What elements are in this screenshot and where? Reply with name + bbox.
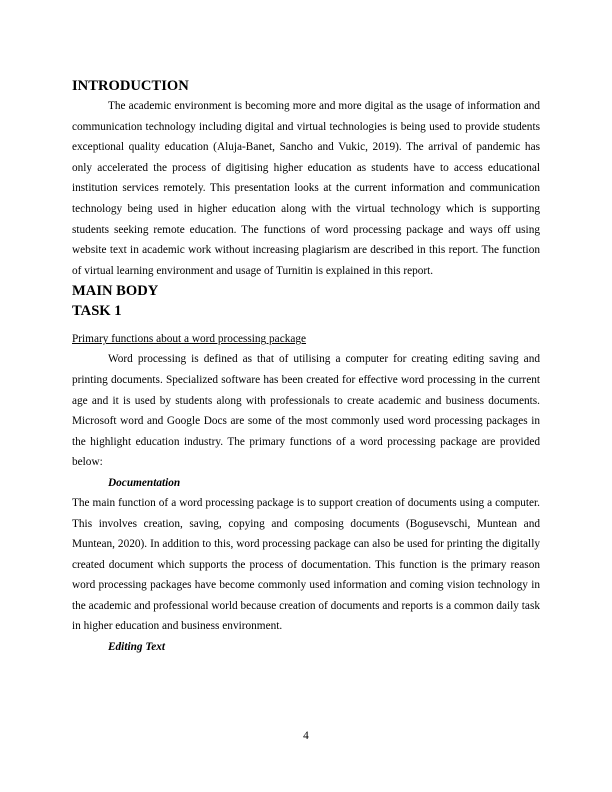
introduction-heading: INTRODUCTION xyxy=(72,78,189,94)
editing-text-heading: Editing Text xyxy=(108,641,166,654)
page-number: 4 xyxy=(303,730,309,742)
introduction-paragraph: The academic environment is becoming more and more digital as the usage of information and communication technology including digital and virtual technologies is being used to provide students exceptional quality education (Aluja-Banet, Sancho and Vukic, 2019). The arrival of pandemic has only accelerated the process of digitising higher education as students have to access educational institution services remotely. This presentation looks at the current information and communication technology being used in higher education along with the virtual technology which is supporting students seeking remote education. The functions of word processing package and ways off using website text in academic work without increasing plagiarism are described in this report. The function of virtual learning environment and usage of Turnitin is explained in this report. xyxy=(72,100,540,277)
task-heading: TASK 1 xyxy=(72,303,122,320)
documentation-paragraph: The main function of a word processing package is to support creation of documents using a computer. This involves creation, saving, copying and composing documents (Bogusevschi, Muntean and Muntean, 2020). In addition to this, word processing package can also be used for printing the digitally created document which supports the process of documentation. This function is the primary reason word processing packages have become commonly used information and coming vision technology in the academic and professional world because creation of documents and reports is a common daily task in higher education and business environment. xyxy=(72,496,540,633)
page-content xyxy=(72,76,540,657)
documentation-heading: Documentation xyxy=(108,476,181,489)
main-body-heading: MAIN BODY xyxy=(72,283,159,300)
word-processing-subheading: Primary functions about a word processing package xyxy=(72,333,307,346)
word-processing-paragraph: Word processing is defined as that of utilising a computer for creating editing saving and printing documents. Specialized software has been created for effective word processing in the current age and it is used by students along with professionals to create academic and business documents. Microsoft word and Google Docs are some of the most commonly used word processing packages in the highlight education industry. The primary functions of a word processing package are provided below: xyxy=(72,353,540,469)
